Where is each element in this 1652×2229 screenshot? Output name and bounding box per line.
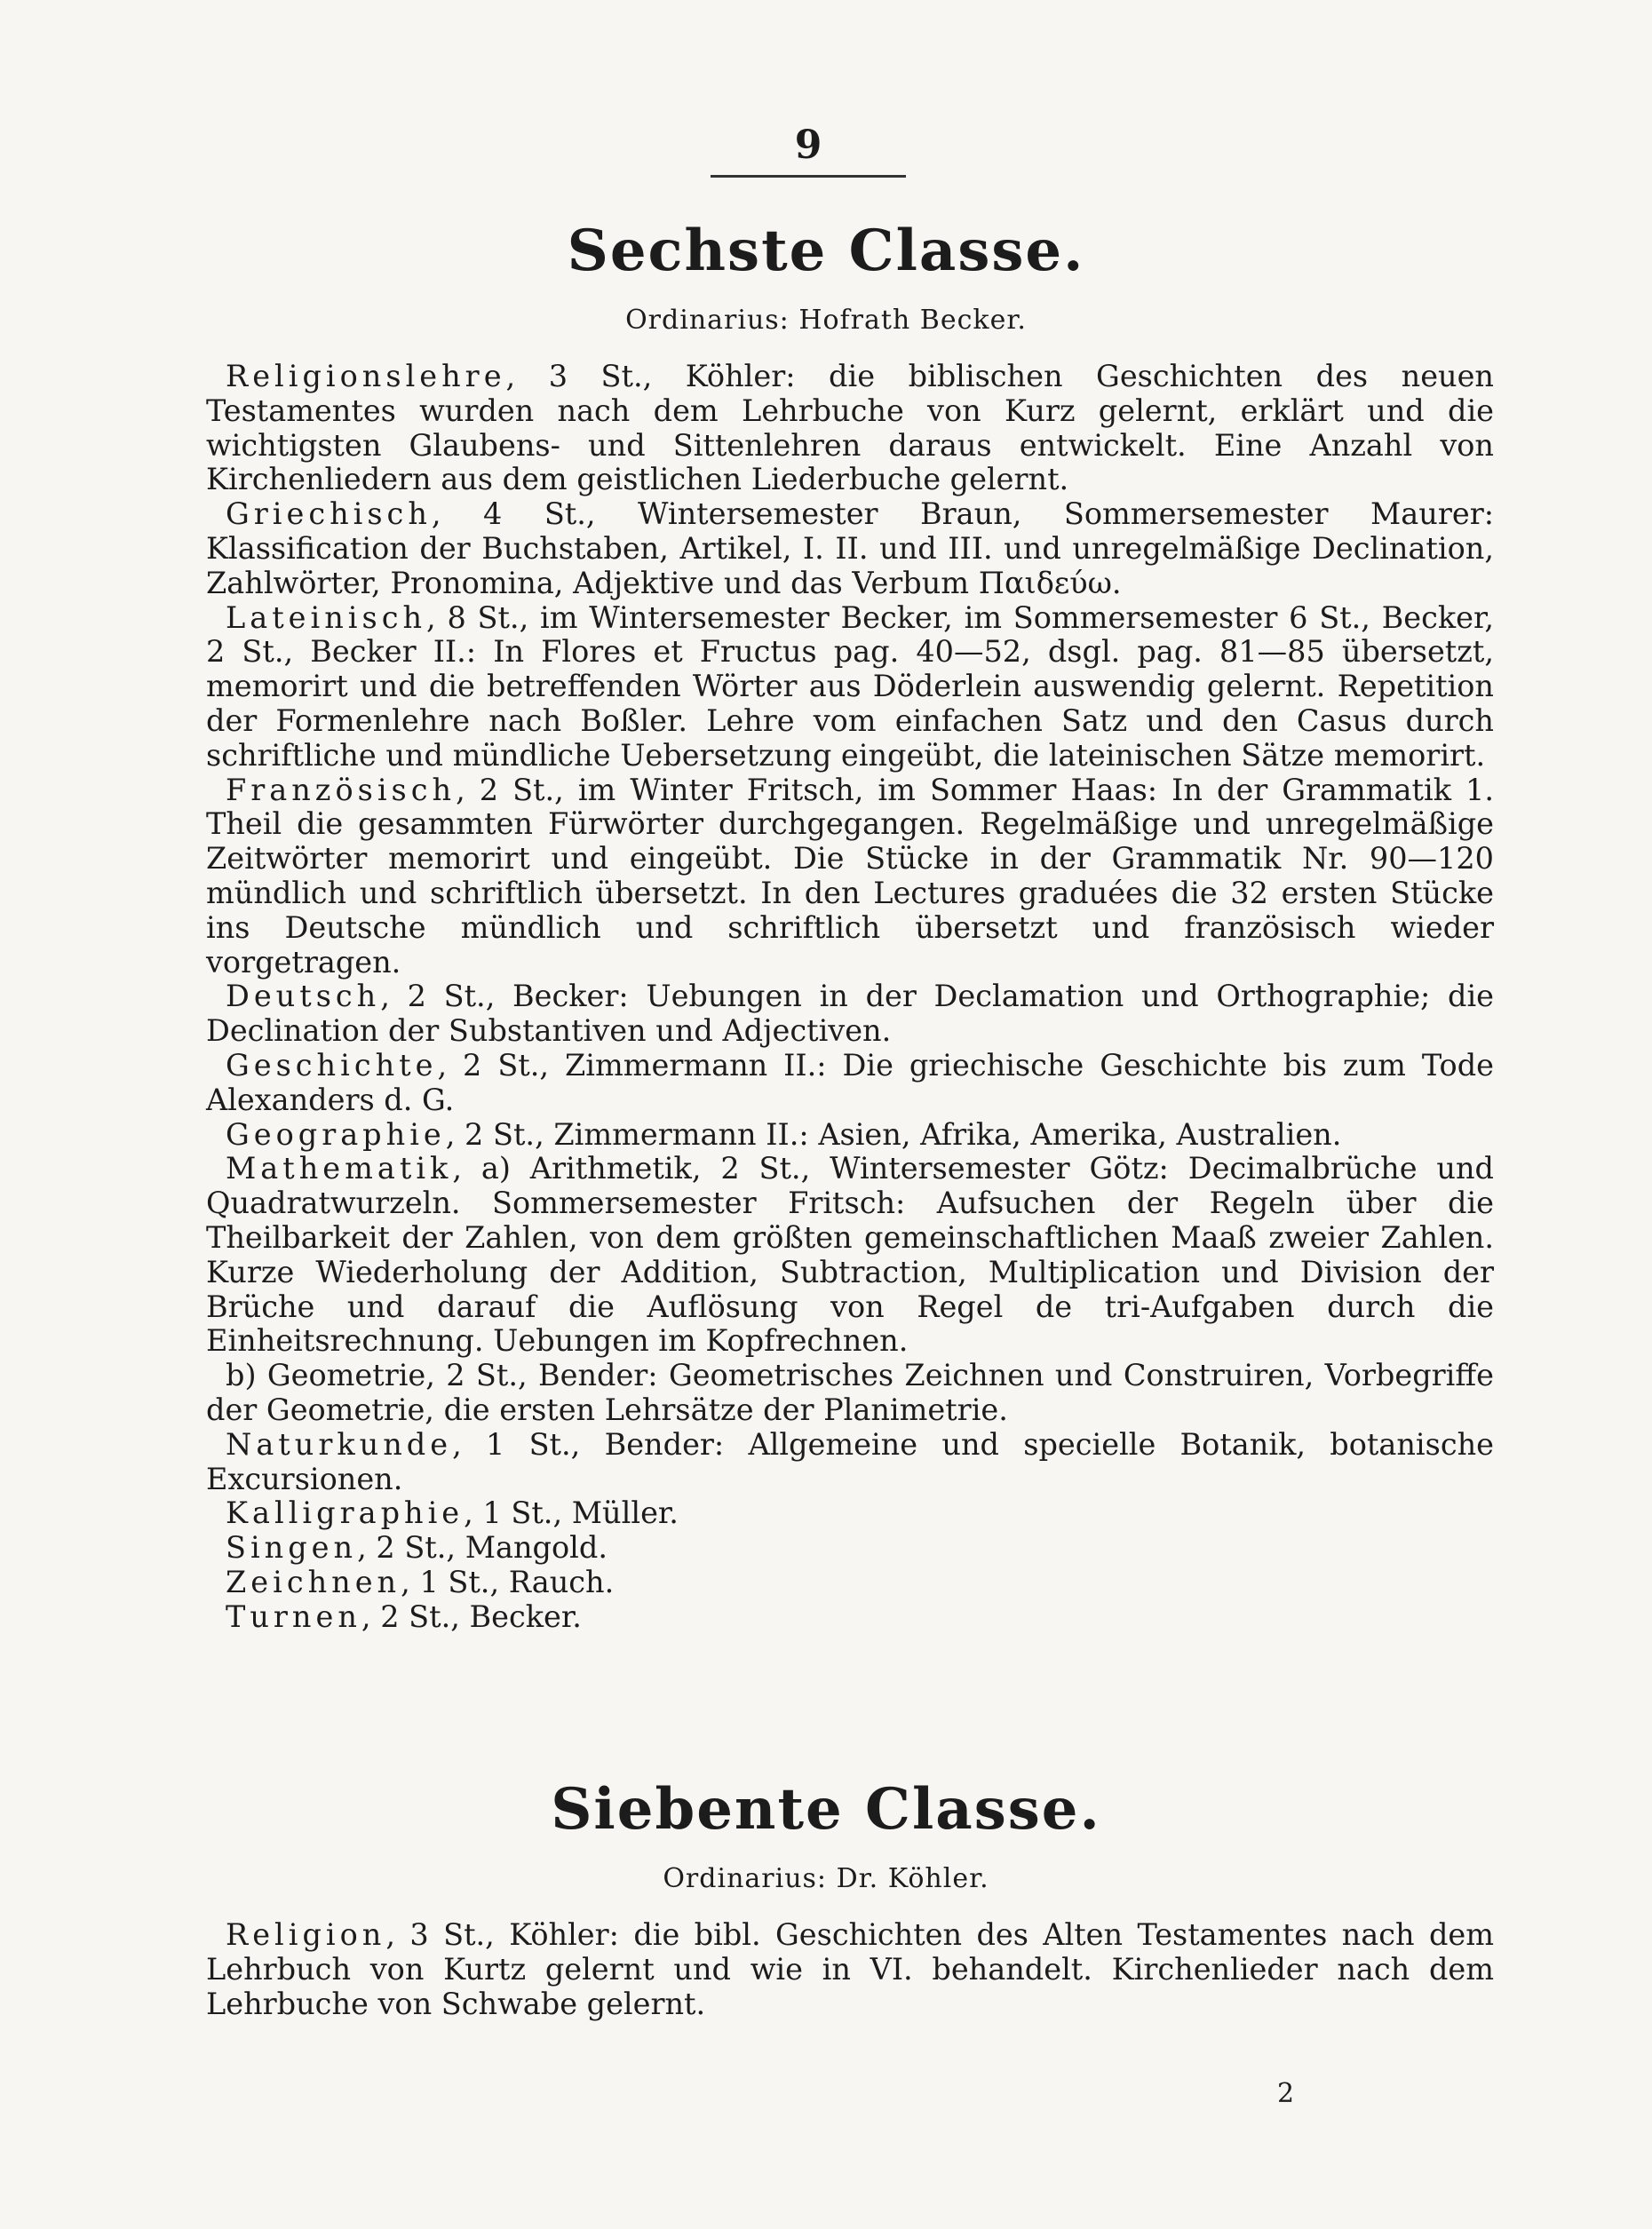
section-heading-sechste: Sechste Classe. — [567, 218, 1085, 284]
entry-deutsch — [206, 980, 1494, 1049]
entry-text: , 3 St., Köhler: die biblischen Geschichten des neuen Testamentes wurden nach dem Lehrbuche von Kurz gelernt, erklärt und die wichtigsten Glaubens- und Sittenlehren daraus entwickelt. Eine Anzahl von Kirchenliedern aus dem geistlichen Liederbuche gelernt. — [206, 359, 1494, 497]
subject-label: Mathematik — [226, 1151, 453, 1186]
entry-text: , 4 St., Wintersemester Braun, Sommersemester Maurer: Klassification der Buchstaben, Artikel, I. II. und III. und unregelmäßige Declination, Zahlwörter, Pronomina, Adjektive und das Verbum Παιδεύω. — [206, 496, 1494, 600]
subject-label: Lateinisch — [226, 599, 427, 635]
entry-text: , 1 St., Müller. — [464, 1495, 679, 1531]
entry-text: , 3 St., Köhler: die bibl. Geschichten des Alten Testamentes nach dem Lehrbuch von Kurtz gelernt und wie in VI. behandelt. Kirchenlieder nach dem Lehrbuche von Schwabe gelernt. — [206, 1917, 1494, 2021]
entry-geographie — [206, 1118, 1494, 1153]
entry-geschichte — [206, 1049, 1494, 1118]
section-heading-siebente: Siebente Classe. — [551, 1776, 1101, 1843]
entry-text: , a) Arithmetik, 2 St., Wintersemester Götz: Decimalbrüche und Quadratwurzeln. Sommersemester Fritsch: Aufsuchen der Regeln über die Theilbarkeit der Zahlen, von dem größten gemeinschaftlichen Maaß zweier Zahlen. Kurze Wiederholung der Addition, Subtraction, Multiplication und Division der Brüche und darauf die Auflösung von Regel de tri-Aufgaben durch die Einheitsrechnung. Uebungen im Kopfrechnen. — [206, 1151, 1494, 1359]
subject-label: Naturkunde — [226, 1426, 453, 1462]
entry-mathematik — [206, 1152, 1494, 1359]
entry-text: , 1 St., Bender: Allgemeine und specielle Botanik, botanische Excursionen. — [206, 1426, 1494, 1496]
section-body-sechste — [206, 360, 1494, 1634]
entry-turnen — [206, 1600, 1494, 1635]
entry-text: , 1 St., Rauch. — [401, 1564, 615, 1599]
entry-griechisch — [206, 497, 1494, 600]
entry-singen — [206, 1531, 1494, 1566]
entry-religion — [206, 1918, 1494, 2021]
subject-label: Turnen — [226, 1598, 361, 1634]
entry-text: , 2 St., Mangold. — [357, 1530, 608, 1566]
entry-text: , 2 St., Zimmermann II.: Die griechische Geschichte bis zum Tode Alexanders d. G. — [206, 1047, 1494, 1117]
header-rule — [711, 175, 906, 178]
subject-label: Religionslehre — [226, 359, 506, 393]
entry-text: , 2 St., Becker. — [361, 1598, 582, 1634]
subject-label: Französisch — [226, 772, 457, 807]
subject-label: Geschichte — [226, 1047, 438, 1083]
subject-label: Geographie — [226, 1116, 446, 1152]
entry-franzoesisch — [206, 773, 1494, 980]
entry-geometrie — [206, 1359, 1494, 1428]
entry-kalligraphie — [206, 1496, 1494, 1531]
subject-label: Deutsch — [226, 979, 381, 1014]
entry-text: , 2 St., Becker: Uebungen in der Declamation und Orthographie; die Declination der Substantiven und Adjectiven. — [206, 979, 1494, 1049]
subject-label: Religion — [226, 1917, 386, 1952]
subject-label: Kalligraphie — [226, 1495, 465, 1531]
entry-zeichnen — [206, 1566, 1494, 1600]
ordinarius-line: Ordinarius: Hofrath Becker. — [625, 305, 1027, 336]
page-number: 9 — [794, 123, 822, 168]
ordinarius-line: Ordinarius: Dr. Köhler. — [663, 1863, 989, 1894]
entry-text: , 2 St., Zimmermann II.: Asien, Afrika, Amerika, Australien. — [445, 1116, 1342, 1152]
entry-text: b) Geometrie, 2 St., Bender: Geometrisches Zeichnen und Construiren, Vorbegriffe der Geometrie, die ersten Lehrsätze der Planimetrie. — [206, 1358, 1494, 1427]
entry-text: , 2 St., im Winter Fritsch, im Sommer Haas: In der Grammatik 1. Theil die gesammten Fürwörter durchgegangen. Regelmäßige und unregelmäßige Zeitwörter memorirt und eingeübt. Die Stücke in der Grammatik Nr. 90—120 mündlich und schriftlich übersetzt. In den Lectures graduées die 32 ersten Stücke ins Deutsche mündlich und schriftlich übersetzt und französisch wieder vorgetragen. — [206, 772, 1494, 980]
entry-text: , 8 St., im Wintersemester Becker, im Sommersemester 6 St., Becker, 2 St., Becker II.: In Flores et Fructus pag. 40—52, dsgl. pag. 81—85 übersetzt, memorirt und die betreffenden Wörter aus Döderlein auswendig gelernt. Repetition der Formenlehre nach Boßler. Lehre vom einfachen Satz und den Casus durch schriftliche und mündliche Uebersetzung eingeübt, die lateinischen Sätze memorirt. — [206, 599, 1494, 773]
entry-lateinisch — [206, 601, 1494, 773]
subject-label: Zeichnen — [226, 1564, 401, 1599]
subject-label: Griechisch — [226, 496, 432, 532]
section-body-siebente — [206, 1918, 1494, 2021]
entry-naturkunde — [206, 1428, 1494, 1497]
subject-label: Singen — [226, 1530, 358, 1566]
signature-mark: 2 — [1277, 2078, 1295, 2109]
entry-religionslehre — [206, 360, 1494, 497]
